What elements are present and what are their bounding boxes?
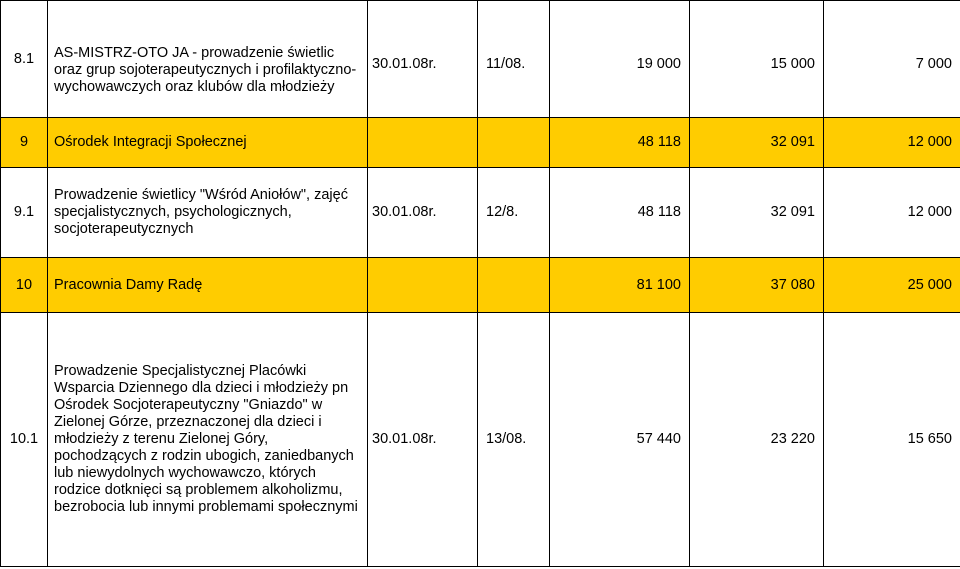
section-value-1: 81 100	[550, 258, 690, 313]
row-date: 30.01.08r.	[368, 313, 478, 567]
row-value-3: 7 000	[824, 1, 960, 118]
row-value-2: 15 000	[690, 1, 824, 118]
row-value-1: 48 118	[550, 168, 690, 258]
section-row	[1, 258, 960, 313]
section-value-3: 25 000	[824, 258, 960, 313]
table-row	[1, 313, 960, 567]
section-date	[368, 118, 478, 168]
row-value-1: 19 000	[550, 1, 690, 118]
section-value-3: 12 000	[824, 118, 960, 168]
section-title: Pracownia Damy Radę	[48, 258, 368, 313]
section-value-2: 37 080	[690, 258, 824, 313]
section-title: Ośrodek Integracji Społecznej	[48, 118, 368, 168]
table-row	[1, 1, 960, 118]
section-date	[368, 258, 478, 313]
row-reference: 13/08.	[478, 313, 550, 567]
row-number: 9.1	[1, 168, 48, 258]
section-reference	[478, 118, 550, 168]
section-value-2: 32 091	[690, 118, 824, 168]
row-reference: 12/8.	[478, 168, 550, 258]
row-reference: 11/08.	[478, 1, 550, 118]
row-description: Prowadzenie Specjalistycznej Placówki Wsparcia Dziennego dla dzieci i młodzieży pn Ośrodek Socjoterapeutyczny "Gniazdo" w Zielonej Górze, przeznaczonej dla dzieci i młodzieży z terenu Zielonej Góry, pochodzących z rodzin ubogich, zaniedbanych lub niewydolnych wychowawczo, których rodzice dotknięci są problemem alkoholizmu, bezrobocia lub innymi problemami społecznymi	[48, 313, 368, 567]
row-date: 30.01.08r.	[368, 168, 478, 258]
row-number: 10.1	[1, 313, 48, 567]
section-number: 10	[1, 258, 48, 313]
section-value-1: 48 118	[550, 118, 690, 168]
row-number: 8.1	[1, 1, 48, 118]
section-number: 9	[1, 118, 48, 168]
row-value-2: 32 091	[690, 168, 824, 258]
table-row	[1, 168, 960, 258]
row-value-2: 23 220	[690, 313, 824, 567]
row-description: AS-MISTRZ-OTO JA - prowadzenie świetlic oraz grup sojoterapeutycznych i profilaktyczno-wychowawczych oraz klubów dla młodzieży	[48, 1, 368, 118]
row-description: Prowadzenie świetlicy "Wśród Aniołów", zajęć specjalistycznych, psychologicznych, socjoterapeutycznych	[48, 168, 368, 258]
row-date: 30.01.08r.	[368, 1, 478, 118]
section-row	[1, 118, 960, 168]
section-reference	[478, 258, 550, 313]
row-value-1: 57 440	[550, 313, 690, 567]
row-value-3: 15 650	[824, 313, 960, 567]
row-value-3: 12 000	[824, 168, 960, 258]
